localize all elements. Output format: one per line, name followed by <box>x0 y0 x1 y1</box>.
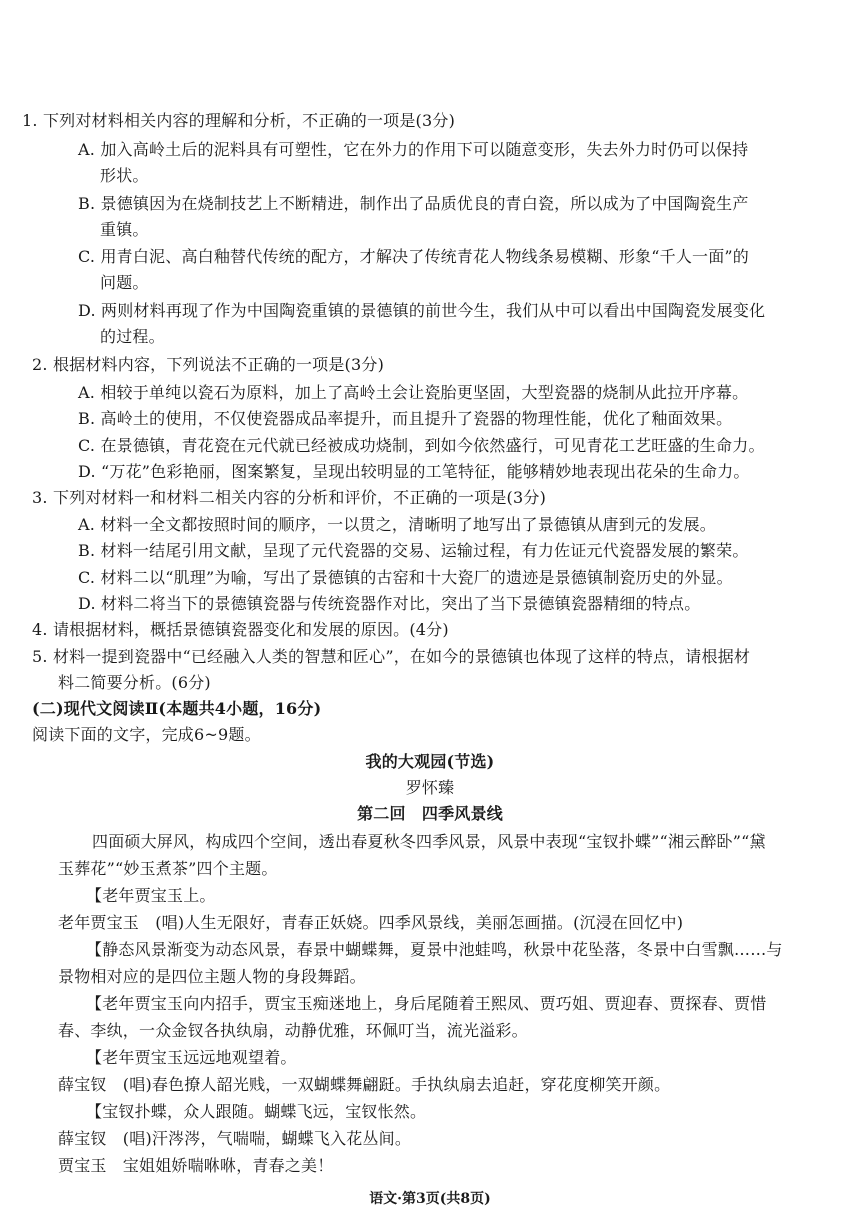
q3-option-a: A. 材料一全文都按照时间的顺序，一以贯之，清晰明了地写出了景德镇从唐到元的发展。 <box>78 515 716 534</box>
section-heading: (二)现代文阅读Ⅱ(本题共4小题，16分) <box>32 699 322 718</box>
q5-stem-cont: 料二简要分析。(6分) <box>58 673 211 692</box>
q4-stem: 4. 请根据材料，概括景德镇瓷器变化和发展的原因。(4分) <box>32 620 449 639</box>
q1-option-a: A. 加入高岭土后的泥料具有可塑性，它在外力的作用下可以随意变形，失去外力时仍可以保持 <box>78 140 749 159</box>
stage-direction: 【老年贾宝玉向内招手，贾宝玉痴迷地上，身后尾随着王熙凤、贾巧姐、贾迎春、贾探春、贾惜 <box>86 994 767 1013</box>
q2-stem: 2. 根据材料内容，下列说法不正确的一项是(3分) <box>32 355 385 374</box>
q1-option-c-cont: 问题。 <box>100 273 149 292</box>
q3-option-b: B. 材料一结尾引用文献，呈现了元代瓷器的交易、运输过程，有力佐证元代瓷器发展的繁荣。 <box>78 541 749 560</box>
q3-stem: 3. 下列对材料一和材料二相关内容的分析和评价，不正确的一项是(3分) <box>32 488 547 507</box>
q3-option-d: D. 材料二将当下的景德镇瓷器与传统瓷器作对比，突出了当下景德镇瓷器精细的特点。 <box>78 594 701 613</box>
dialogue-line: 薛宝钗 (唱)春色撩人韶光贱，一双蝴蝶舞翩跹。手执纨扇去追赶，穿花度柳笑开颜。 <box>58 1075 671 1094</box>
passage-author: 罗怀臻 <box>405 778 455 797</box>
q5-stem: 5. 材料一提到瓷器中“已经融入人类的智慧和匠心”，在如今的景德镇也体现了这样的特点，请根据材 <box>32 647 751 666</box>
q2-option-b: B. 高岭土的使用，不仅使瓷器成品率提升，而且提升了瓷器的物理性能，优化了釉面效果。 <box>78 409 733 428</box>
q1-option-c: C. 用青白泥、高白釉替代传统的配方，才解决了传统青花人物线条易模糊、形象“千人一面”的 <box>78 247 750 266</box>
q1-option-a-cont: 形状。 <box>100 166 149 185</box>
q2-option-c: C. 在景德镇，青花瓷在元代就已经被成功烧制，到如今依然盛行，可见青花工艺旺盛的生命力。 <box>78 436 765 455</box>
q1-option-d-cont: 的过程。 <box>100 327 165 346</box>
dialogue-line: 薛宝钗 (唱)汗涔涔，气喘喘，蝴蝶飞入花丛间。 <box>58 1129 412 1148</box>
stage-direction: 【静态风景渐变为动态风景，春景中蝴蝶舞，夏景中池蛙鸣，秋景中花坠落，冬景中白雪飘……与 <box>86 940 783 959</box>
dialogue-line: 老年贾宝玉 (唱)人生无限好，青春正妖娆。四季风景线，美丽怎画描。(沉浸在回忆中) <box>58 913 684 932</box>
q2-option-d: D. “万花”色彩艳丽，图案繁复，呈现出较明显的工笔特征，能够精妙地表现出花朵的生命力。 <box>78 462 750 481</box>
q1-stem: 1. 下列对材料相关内容的理解和分析，不正确的一项是(3分) <box>22 111 456 130</box>
q1-option-b-cont: 重镇。 <box>100 220 149 239</box>
page-footer: 语文·第3页(共8页) <box>369 1191 491 1207</box>
dialogue-line: 贾宝玉 宝姐姐娇喘咻咻，青春之美！ <box>58 1156 334 1175</box>
q1-option-b: B. 景德镇因为在烧制技艺上不断精进，制作出了品质优良的青白瓷，所以成为了中国陶瓷生产 <box>78 194 749 213</box>
stage-direction: 【宝钗扑蝶，众人跟随。蝴蝶飞远，宝钗怅然。 <box>86 1102 427 1121</box>
q2-option-a: A. 相较于单纯以瓷石为原料，加上了高岭土会让瓷胎更坚固，大型瓷器的烧制从此拉开序幕。 <box>78 383 749 402</box>
passage-paragraph: 四面硕大屏风，构成四个空间，透出春夏秋冬四季风景，风景中表现“宝钗扑蝶”“湘云醉卧”“黛 <box>92 832 766 851</box>
stage-direction-cont: 春、李纨，一众金钗各执纨扇，动静优雅，环佩叮当，流光溢彩。 <box>58 1021 528 1040</box>
stage-direction-cont: 景物相对应的是四位主题人物的身段舞蹈。 <box>58 967 366 986</box>
passage-paragraph-cont: 玉葬花”“妙玉煮茶”四个主题。 <box>58 859 278 878</box>
passage-title: 我的大观园(节选) <box>365 752 495 771</box>
stage-direction: 【老年贾宝玉远远地观望着。 <box>86 1048 297 1067</box>
stage-direction: 【老年贾宝玉上。 <box>86 886 216 905</box>
section-instruction: 阅读下面的文字，完成6~9题。 <box>32 725 261 744</box>
passage-chapter: 第二回 四季风景线 <box>357 804 503 823</box>
q1-option-d: D. 两则材料再现了作为中国陶瓷重镇的景德镇的前世今生，我们从中可以看出中国陶瓷发展变化 <box>78 301 766 320</box>
q3-option-c: C. 材料二以“肌理”为喻，写出了景德镇的古窑和十大瓷厂的遗迹是景德镇制瓷历史的外显。 <box>78 568 733 587</box>
